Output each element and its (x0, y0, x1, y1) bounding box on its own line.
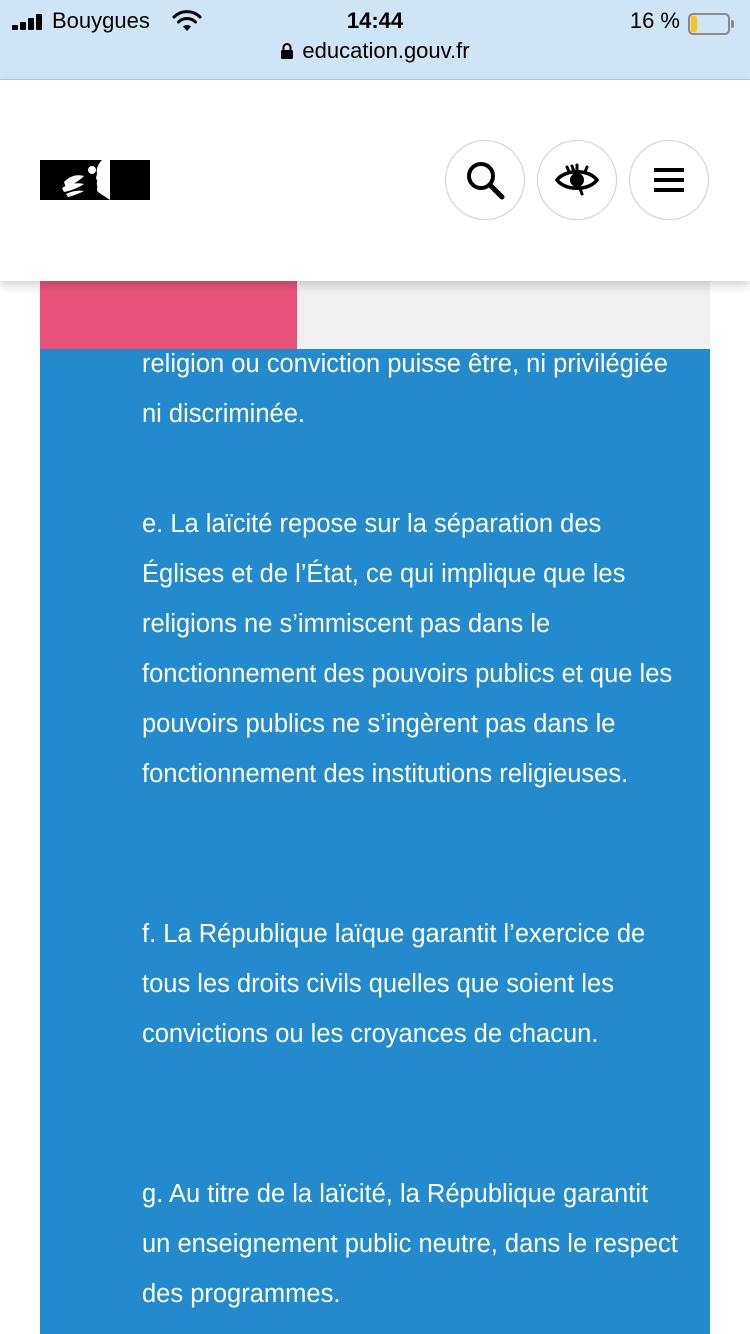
status-time: 14:44 (346, 8, 404, 33)
address-bar[interactable] (0, 38, 750, 70)
article-paragraph-f: f. La République laïque garantit l’exercice de tous les droits civils quelles que soient les convictions ou les croyances de chacun. (142, 920, 646, 1048)
article-paragraph-d: religion ou conviction puisse être, ni privilégiée ni discriminée. (142, 350, 668, 428)
article-paragraph-g: g. Au titre de la laïcité, la République garantit un enseignement public neutre, dans le respect des programmes. (142, 1180, 678, 1308)
battery-percentage: 16 % (629, 8, 680, 33)
article-paragraph-e: e. La laïcité repose sur la séparation des Églises et de l’État, ce qui implique que les religions ne s’immiscent pas dans le fonctionnement des pouvoirs publics et que les pouvoirs publics ne s’ingèrent pas dans le fonctionnement des institutions religieuses. (142, 510, 673, 788)
search-button[interactable] (445, 140, 525, 220)
search-icon (465, 160, 505, 200)
battery-fill (691, 16, 697, 32)
status-bar (0, 0, 750, 80)
marianne-logo[interactable] (40, 160, 150, 200)
accessibility-button[interactable] (537, 140, 617, 220)
laicite-content-panel (40, 349, 710, 1334)
carrier-name: Bouygues (52, 8, 150, 33)
eye-slash-icon (555, 163, 599, 197)
status-row (0, 6, 750, 36)
url-text: education.gouv.fr (302, 38, 470, 63)
hero-accent-block (40, 281, 297, 349)
site-header (0, 80, 750, 281)
lock-icon (280, 43, 294, 59)
hamburger-menu-icon (654, 168, 684, 192)
menu-button[interactable] (629, 140, 709, 220)
battery-icon (688, 13, 734, 35)
